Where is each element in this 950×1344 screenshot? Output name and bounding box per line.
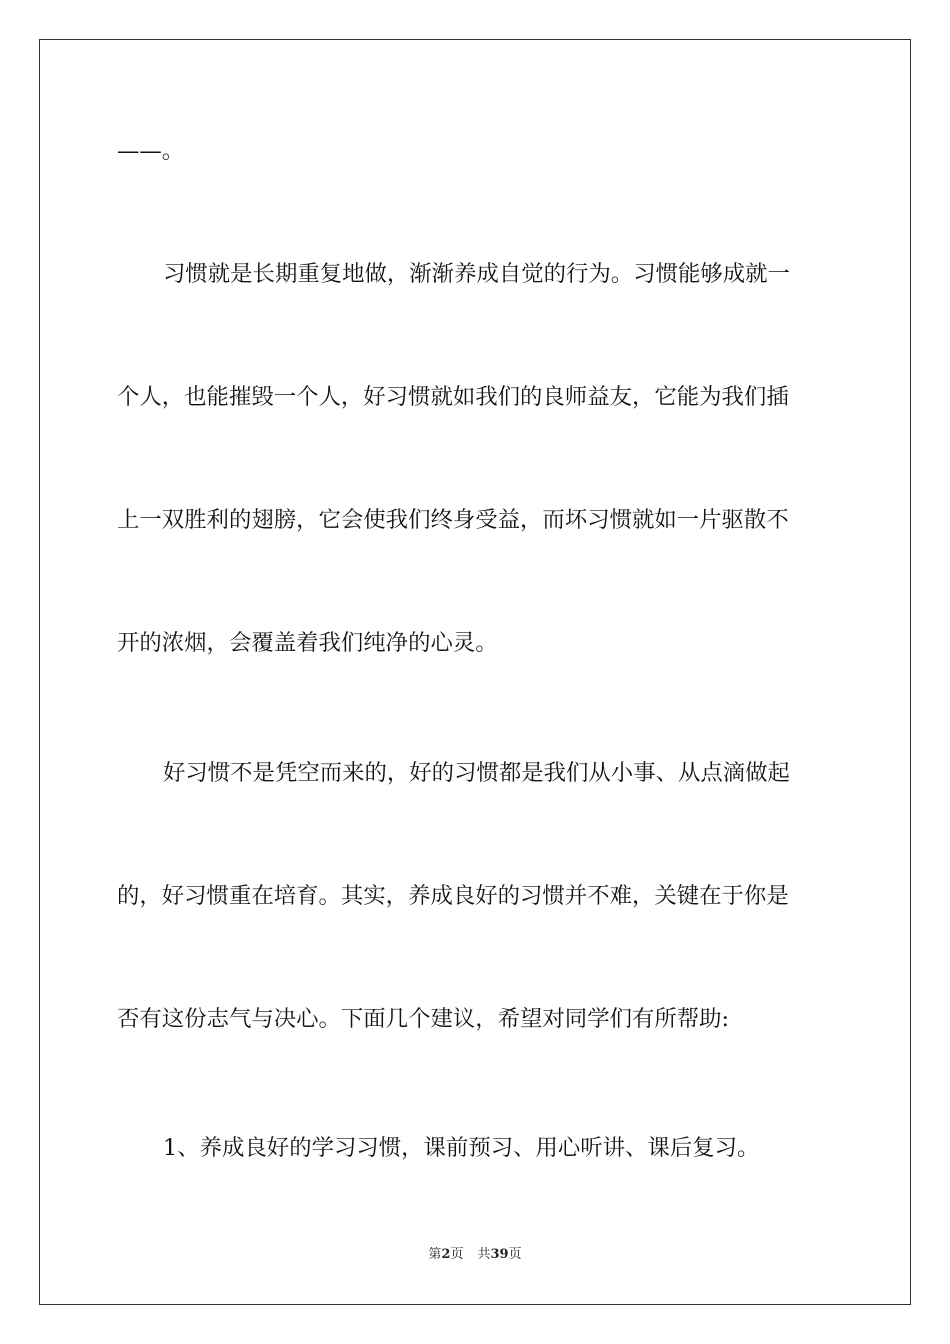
paragraph-line: 否有这份志气与决心。下面几个建议，希望对同学们有所帮助:: [117, 1006, 730, 1032]
footer-total-prefix: 共: [477, 1247, 491, 1262]
paragraph-line: 的，好习惯重在培育。其实，养成良好的习惯并不难，关键在于你是: [117, 883, 789, 909]
footer-page-suffix: 页: [450, 1247, 464, 1262]
paragraph-line: 习惯就是长期重复地做，渐渐养成自觉的行为。习惯能够成就一: [163, 261, 790, 287]
footer-current-page: 2: [441, 1247, 451, 1262]
paragraph-line: 开的浓烟，会覆盖着我们纯净的心灵。: [117, 630, 498, 656]
paragraph-line: ——。: [117, 138, 185, 164]
footer-total-pages: 39: [490, 1247, 509, 1262]
paragraph-line: 上一双胜利的翅膀，它会使我们终身受益，而坏习惯就如一片驱散不: [117, 507, 789, 533]
paragraph-line: 好习惯不是凭空而来的，好的习惯都是我们从小事、从点滴做起: [163, 760, 790, 786]
page-border: [39, 39, 911, 1305]
footer-page-prefix: 第: [428, 1247, 442, 1262]
paragraph-line: 个人，也能摧毁一个人，好习惯就如我们的良师益友，它能为我们插: [117, 384, 789, 410]
list-item: 1、养成良好的学习习惯，课前预习、用心听讲、课后复习。: [163, 1135, 760, 1161]
page-number-footer: [0, 1246, 950, 1264]
footer-total-suffix: 页: [508, 1247, 522, 1262]
